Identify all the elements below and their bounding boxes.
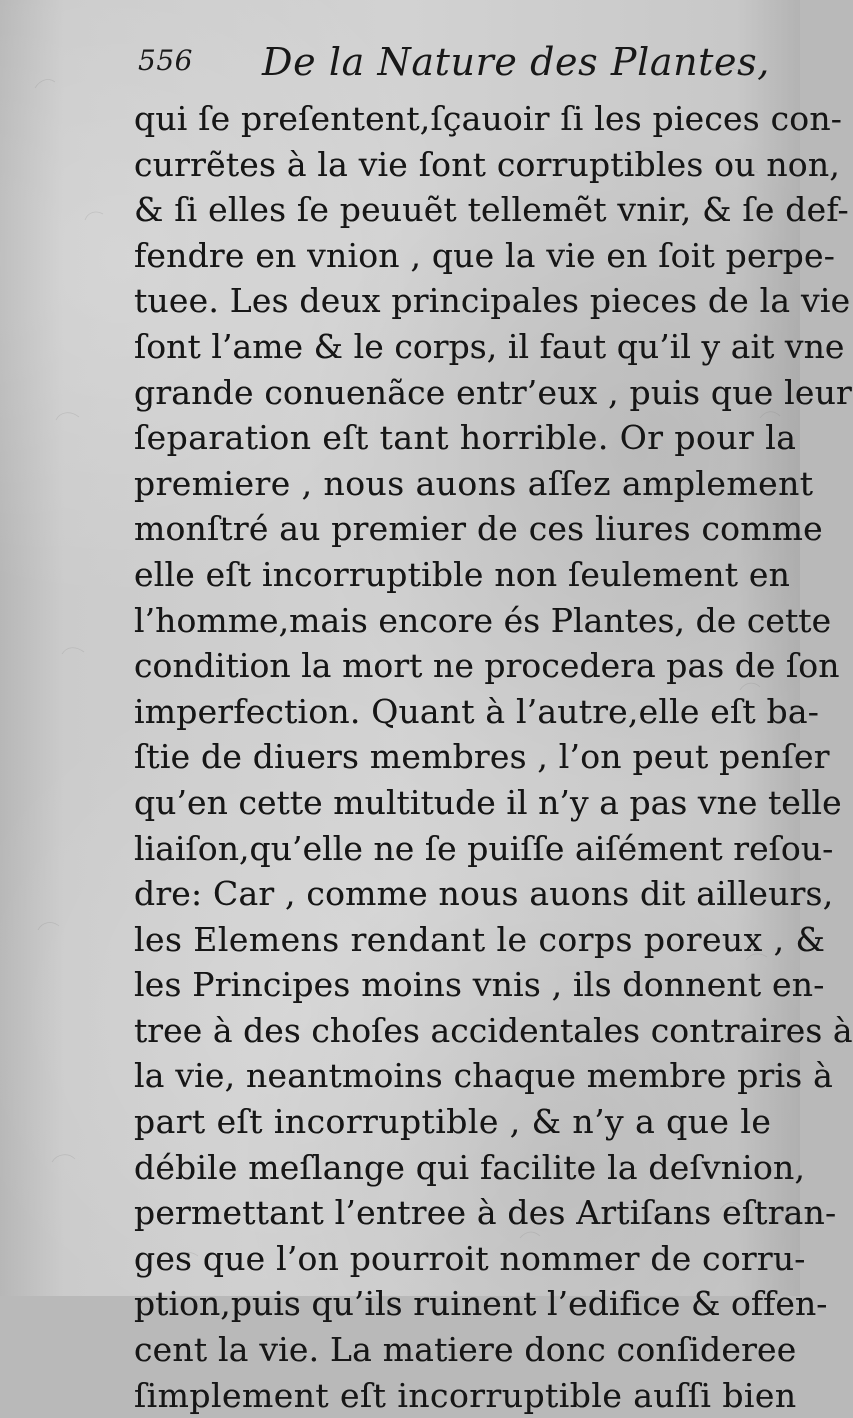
text-line: qu’en cette multitude il n’y a pas vne telle <box>134 782 842 822</box>
text-line: part eſt incorruptible , & n’y a que le <box>134 1102 772 1142</box>
text-line: grande conuenãce entr’eux , puis que leur <box>134 372 853 412</box>
text-line: les Elemens rendant le corps poreux , & <box>134 919 826 959</box>
text-line: ſeparation eſt tant horrible. Or pour la <box>134 418 797 458</box>
text-line: ption,puis qu’ils ruinent l’edifice & offen- <box>134 1284 828 1324</box>
text-line: condition la mort ne procedera pas de ſon <box>134 646 840 686</box>
text-line: & ſi elles ſe peuuẽt tellemẽt vnir, & ſe def- <box>134 190 849 230</box>
text-line: dre: Car , comme nous auons dit ailleurs, <box>134 874 834 914</box>
text-line: ſimplement eſt incorruptible auſſi bien <box>134 1375 797 1415</box>
text-line: qui ſe preſentent,ſçauoir ſi les pieces con- <box>134 99 843 138</box>
text-line: permettant l’entree à des Artiſans eſtran- <box>134 1193 837 1233</box>
text-line: tree à des choſes accidentales contraires à <box>134 1010 853 1050</box>
text-line: fendre en vnion , que la vie en ſoit perpe- <box>134 235 836 275</box>
text-line: la vie, neantmoins chaque membre pris à <box>134 1056 833 1096</box>
text-line: ſont l’ame & le corps, il faut qu’il y ait vne <box>134 326 845 366</box>
text-line: l’homme,mais encore és Plantes, de cette <box>134 600 832 640</box>
text-line: cent la vie. La matiere donc conſideree <box>134 1330 797 1370</box>
text-line: elle eſt incorruptible non ſeulement en <box>134 554 791 594</box>
text-line: imperfection. Quant à l’autre,elle eſt ba- <box>134 691 820 731</box>
body-text <box>134 96 853 1418</box>
text-line: premiere , nous auons aſſez amplement <box>134 463 814 503</box>
text-line: débile meſlange qui facilite la deſvnion, <box>134 1147 806 1187</box>
text-line: ges que l’on pourroit nommer de corru- <box>134 1238 806 1278</box>
page-number: 556 <box>138 44 193 77</box>
text-line: currẽtes à la vie ſont corruptibles ou non, <box>134 144 841 184</box>
page-header <box>138 40 770 94</box>
running-title: De la Nature des Plantes, <box>262 40 770 84</box>
text-line: tuee. Les deux principales pieces de la vie <box>134 281 851 321</box>
text-line: monſtré au premier de ces liures comme <box>134 509 823 549</box>
text-line: les Principes moins vnis , ils donnent en- <box>134 965 825 1005</box>
text-line: ſtie de diuers membres , l’on peut penſer <box>134 737 830 777</box>
text-line: liaiſon,qu’elle ne ſe puiſſe aiſément reſou- <box>134 828 834 868</box>
